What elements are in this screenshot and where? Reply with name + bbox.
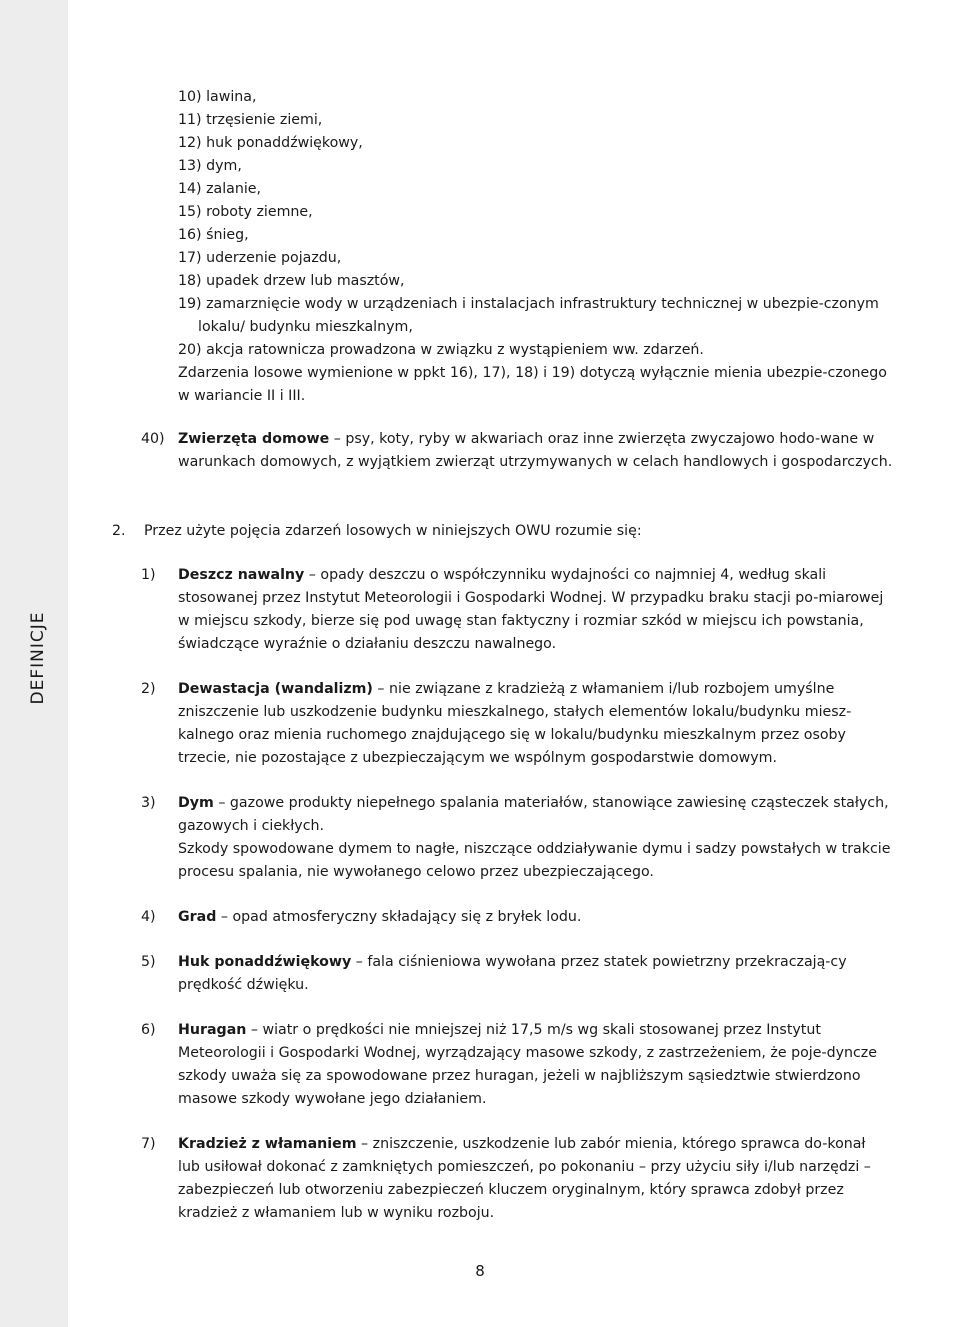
list-item: 12) huk ponaddźwiękowy,	[178, 135, 363, 151]
item-number: 1)	[141, 567, 156, 583]
list-item: 13) dym,	[178, 158, 242, 174]
section-text: Przez użyte pojęcia zdarzeń losowych w niniejszych OWU rozumie się:	[144, 523, 642, 539]
definition-item	[141, 1133, 891, 1225]
item-number: 3)	[141, 795, 156, 811]
section-label: DEFINICJE	[28, 611, 48, 705]
list-item: 14) zalanie,	[178, 181, 262, 197]
item-term: Deszcz nawalny	[178, 567, 305, 583]
item-text: – opad atmosferyczny składający się z bryłek lodu.	[216, 909, 582, 925]
definition-item	[141, 678, 891, 770]
definitions-list	[141, 564, 891, 1247]
item-number: 40)	[141, 431, 165, 447]
list-item: 20) akcja ratownicza prowadzona w związku z wystąpieniem ww. zdarzeń.	[178, 342, 704, 358]
item-extra-text: Szkody spowodowane dymem to nagłe, niszczące oddziaływanie dymu i sadzy powstałych w trakcie procesu spalania, nie wywołanego celowo przez ubezpieczającego.	[178, 841, 891, 880]
list-item: 18) upadek drzew lub masztów,	[178, 273, 405, 289]
definition-item-40	[141, 428, 928, 474]
definition-item	[141, 906, 891, 929]
definition-item	[141, 951, 891, 997]
item-text: – opady deszczu o współczynniku wydajności co najmniej 4, według skali stosowanej przez Instytut Meteorologii i Gospodarki Wodnej. W przypadku braku stacji po-miarowej w miejscu szkody, bierze się pod uwagę stan faktyczny i rozmiar szkód w miejscu ich powstania, świadczące wyraźnie o działaniu deszczu nawalnego.	[178, 567, 884, 652]
item-term: Kradzież z włamaniem	[178, 1136, 357, 1152]
item-text: – fala ciśnieniowa wywołana przez statek powietrzny przekraczają-cy prędkość dźwięku.	[178, 954, 847, 993]
definition-item	[141, 792, 891, 884]
item-text: – nie związane z kradzieżą z włamaniem i/lub rozbojem umyślne zniszczenie lub uszkodzenie budynku mieszkalnego, stałych elementów lokalu/budynku miesz-kalnego oraz mienia ruchomego znajdującego się w lokalu/budynku mieszkalnym przez osoby trzecie, nie pozostające z ubezpieczającym we wspólnym gospodarstwie domowym.	[178, 681, 852, 766]
list-item: 19) zamarznięcie wody w urządzeniach i instalacjach infrastruktury technicznej w ubezpie-czonym lokalu/ budynku mieszkalnym,	[178, 296, 879, 335]
list-item: 15) roboty ziemne,	[178, 204, 313, 220]
item-term: Grad	[178, 909, 217, 925]
list-item: 10) lawina,	[178, 89, 257, 105]
item-term: Huragan	[178, 1022, 247, 1038]
item-text: – wiatr o prędkości nie mniejszej niż 17,5 m/s wg skali stosowanej przez Instytut Meteorologii i Gospodarki Wodnej, wyrządzający masowe szkody, z zastrzeżeniem, że poje-dyncze szkody uważa się za spowodowane przez huragan, jeżeli w najbliższym sąsiedztwie stwierdzono masowe szkody wywołane jego działaniem.	[178, 1022, 877, 1107]
item-number: 2)	[141, 681, 156, 697]
page-number: 8	[475, 1262, 485, 1280]
definition-item	[141, 564, 891, 656]
item-number: 5)	[141, 954, 156, 970]
section-number: 2.	[112, 523, 126, 539]
list-item: 16) śnieg,	[178, 227, 249, 243]
item-number: 4)	[141, 909, 156, 925]
list-note: Zdarzenia losowe wymienione w ppkt 16), 17), 18) i 19) dotyczą wyłącznie mienia ubezpie-czonego w wariancie II i III.	[178, 365, 887, 404]
list-item: 17) uderzenie pojazdu,	[178, 250, 342, 266]
section-heading	[112, 520, 892, 543]
list-item: 11) trzęsienie ziemi,	[178, 112, 323, 128]
item-term: Dewastacja (wandalizm)	[178, 681, 373, 697]
item-term: Huk ponaddźwiękowy	[178, 954, 352, 970]
item-text: – zniszczenie, uszkodzenie lub zabór mienia, którego sprawca do-konał lub usiłował dokonać z zamkniętych pomieszczeń, po pokonaniu – przy użyciu siły i/lub narzędzi – zabezpieczeń lub otworzeniu zabezpieczeń kluczem oryginalnym, który sprawca zdobył przez kradzież z włamaniem lub w wyniku rozboju.	[178, 1136, 871, 1221]
item-term: Zwierzęta domowe	[178, 431, 330, 447]
item-number: 7)	[141, 1136, 156, 1152]
definition-item	[141, 1019, 891, 1111]
item-number: 6)	[141, 1022, 156, 1038]
item-text: – psy, koty, ryby w akwariach oraz inne zwierzęta zwyczajowo hodo-wane w warunkach domowych, z wyjątkiem zwierząt utrzymywanych w celach handlowych i gospodarczych.	[178, 431, 893, 470]
item-term: Dym	[178, 795, 214, 811]
list-continuation	[178, 86, 890, 408]
item-text: – gazowe produkty niepełnego spalania materiałów, stanowiące zawiesinę cząsteczek stałych, gazowych i ciekłych.	[178, 795, 889, 834]
